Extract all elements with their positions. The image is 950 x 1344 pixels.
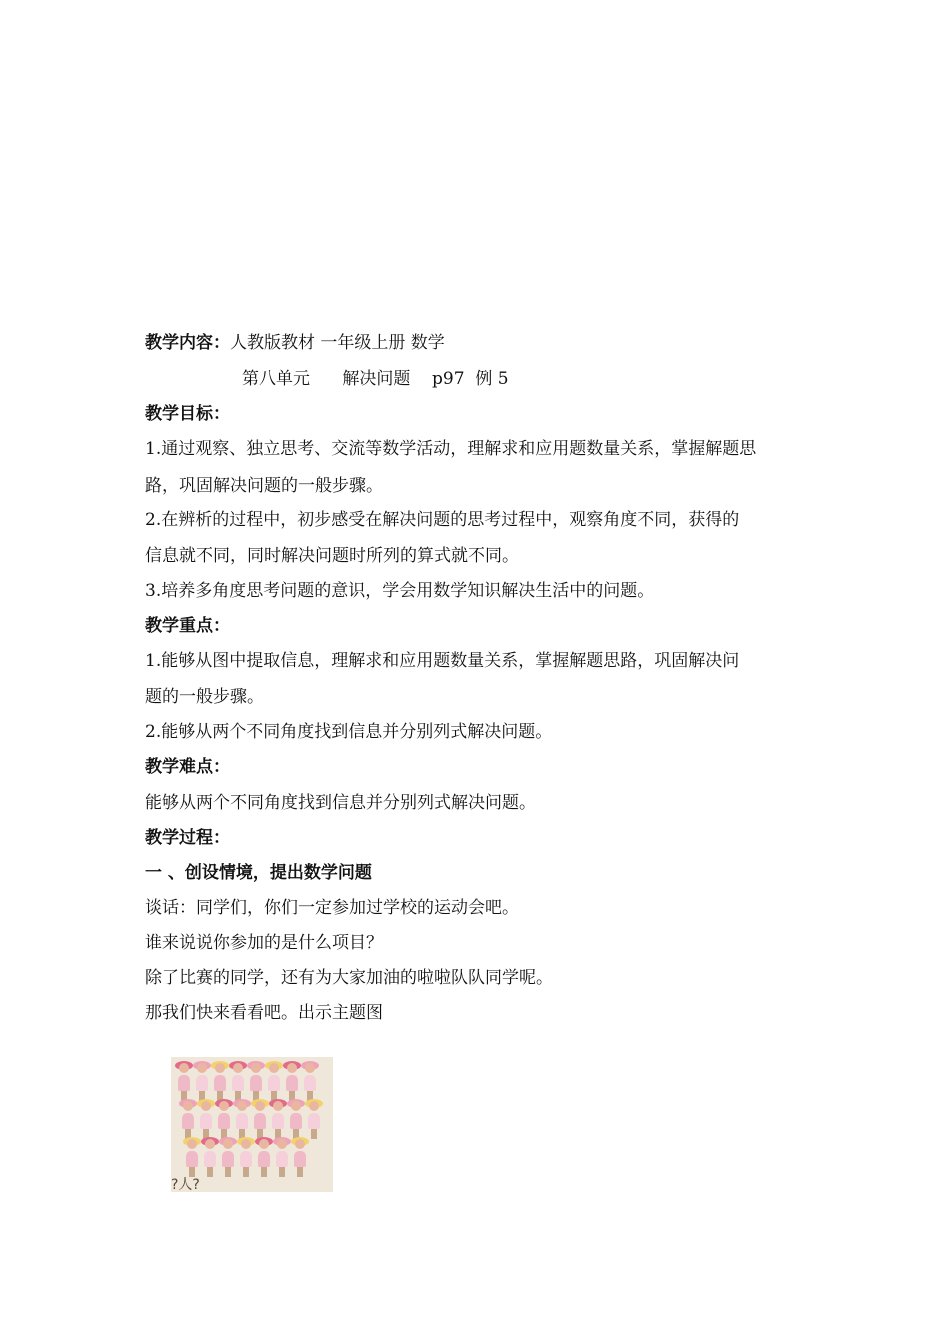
key-points-label: 教学重点：	[145, 616, 230, 636]
cheerleader-figure	[303, 1063, 317, 1103]
image-caption: ?人?	[171, 1177, 200, 1192]
cheerleader-figure	[307, 1101, 321, 1141]
key-point-line-1: 1.能够从图中提取信息，理解求和应用题数量关系，掌握解题思路，巩固解决问	[145, 651, 740, 671]
cheerleader-figure	[203, 1139, 217, 1179]
process-line-1: 谈话：同学们，你们一定参加过学校的运动会吧。	[145, 898, 519, 918]
key-point-line-3: 2.能够从两个不同角度找到信息并分别列式解决问题。	[145, 722, 553, 742]
cheerleader-figure	[249, 1063, 263, 1103]
teaching-content-unit: 第八单元 解决问题 p97 例 5	[242, 369, 509, 389]
teaching-content-line	[145, 331, 445, 355]
cheerleader-theme-image	[171, 1057, 333, 1192]
goal-line-2: 路，巩固解决问题的一般步骤。	[145, 476, 383, 496]
cheerleader-figure	[177, 1063, 191, 1103]
cheerleader-figure	[213, 1063, 227, 1103]
cheerleader-figure	[293, 1139, 307, 1179]
cheerleader-figure	[217, 1101, 231, 1141]
section-title: 一 、创设情境，提出数学问题	[145, 863, 372, 883]
cheerleader-figure	[181, 1101, 195, 1141]
process-label: 教学过程：	[145, 828, 230, 848]
cheerleader-figure	[195, 1063, 209, 1103]
goal-line-3: 2.在辨析的过程中，初步感受在解决问题的思考过程中，观察角度不同，获得的	[145, 510, 740, 530]
cheerleader-figure	[185, 1139, 199, 1179]
difficulties-label: 教学难点：	[145, 757, 230, 777]
cheerleader-figure	[253, 1101, 267, 1141]
key-point-line-2: 题的一般步骤。	[145, 687, 264, 707]
process-line-2: 谁来说说你参加的是什么项目？	[145, 933, 383, 953]
cheerleader-figure	[231, 1063, 245, 1103]
goal-line-5: 3.培养多角度思考问题的意识，学会用数学知识解决生活中的问题。	[145, 581, 655, 601]
cheerleader-figure	[239, 1139, 253, 1179]
process-line-4: 那我们快来看看吧。出示主题图	[145, 1003, 383, 1023]
cheerleader-figure	[271, 1101, 285, 1141]
cheerleader-figure	[257, 1139, 271, 1179]
cheerleader-figure	[267, 1063, 281, 1103]
teaching-content-label: 教学内容：	[145, 333, 230, 353]
goals-label: 教学目标：	[145, 404, 230, 424]
cheerleader-figure	[275, 1139, 289, 1179]
cheerleader-figure	[289, 1101, 303, 1141]
goal-line-4: 信息就不同，同时解决问题时所列的算式就不同。	[145, 546, 519, 566]
goal-line-1: 1.通过观察、独立思考、交流等数学活动，理解求和应用题数量关系，掌握解题思	[145, 439, 757, 459]
cheerleader-figure	[285, 1063, 299, 1103]
teaching-content-text: 人教版教材 一年级上册 数学	[230, 333, 445, 353]
cheerleader-figure	[221, 1139, 235, 1179]
cheerleader-figure	[199, 1101, 213, 1141]
cheerleader-figure	[235, 1101, 249, 1141]
difficulty-line-1: 能够从两个不同角度找到信息并分别列式解决问题。	[145, 793, 536, 813]
process-line-3: 除了比赛的同学，还有为大家加油的啦啦队队同学呢。	[145, 968, 553, 988]
